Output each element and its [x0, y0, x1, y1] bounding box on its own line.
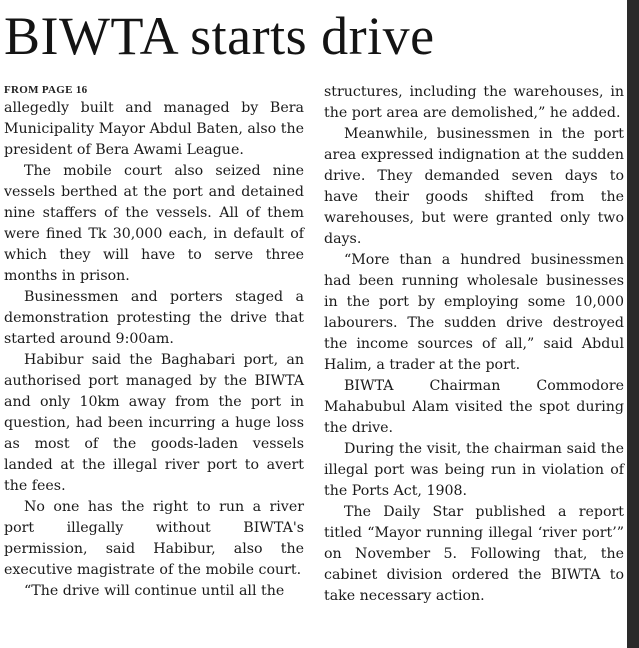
headline: BIWTA starts drive [4, 6, 435, 66]
paragraph: allegedly built and managed by Bera Municipality Mayor Abdul Baten, also the president of Bera Awami League. [4, 100, 304, 158]
article-column-right [324, 82, 624, 607]
paragraph: “The drive will continue until all the [24, 583, 285, 599]
article-column-left [4, 82, 304, 602]
paragraph: Habibur said the Baghabari port, an authorised port managed by the BIWTA and only 10km away from the port in question, had been incurring a huge loss as most of the goods-laden vessels landed at the illegal river port to avert the fees. [4, 352, 304, 494]
paragraph: structures, including the warehouses, in the port area are demolished,” he added. [324, 84, 624, 121]
paragraph: BIWTA Chairman Commodore Mahabubul Alam visited the spot during the drive. [324, 378, 624, 436]
paragraph: “More than a hundred businessmen had been running wholesale businesses in the port by employing some 10,000 labourers. The sudden drive destroyed the income sources of all,” said Abdul Halim, a trader at the port. [324, 252, 624, 373]
continuation-kicker: FROM PAGE 16 [4, 84, 88, 96]
paragraph: No one has the right to run a river port illegally without BIWTA's permission, said Habibur, also the executive magistrate of the mobile court. [4, 499, 304, 578]
paragraph: Meanwhile, businessmen in the port area expressed indignation at the sudden drive. They demanded seven days to have their goods shifted from the warehouses, but were granted only two days. [324, 126, 624, 247]
page-edge [627, 0, 639, 648]
paragraph: The Daily Star published a report titled “Mayor running illegal ‘river port’” on November 5. Following that, the cabinet division ordered the BIWTA to take necessary action. [324, 504, 624, 604]
paragraph: The mobile court also seized nine vessels berthed at the port and detained nine staffers of the vessels. All of them were fined Tk 30,000 each, in default of which they will have to serve three months in prison. [4, 163, 304, 284]
paragraph: Businessmen and porters staged a demonstration protesting the drive that started around 9:00am. [4, 289, 304, 347]
paragraph: During the visit, the chairman said the illegal port was being run in violation of the Ports Act, 1908. [324, 441, 624, 499]
